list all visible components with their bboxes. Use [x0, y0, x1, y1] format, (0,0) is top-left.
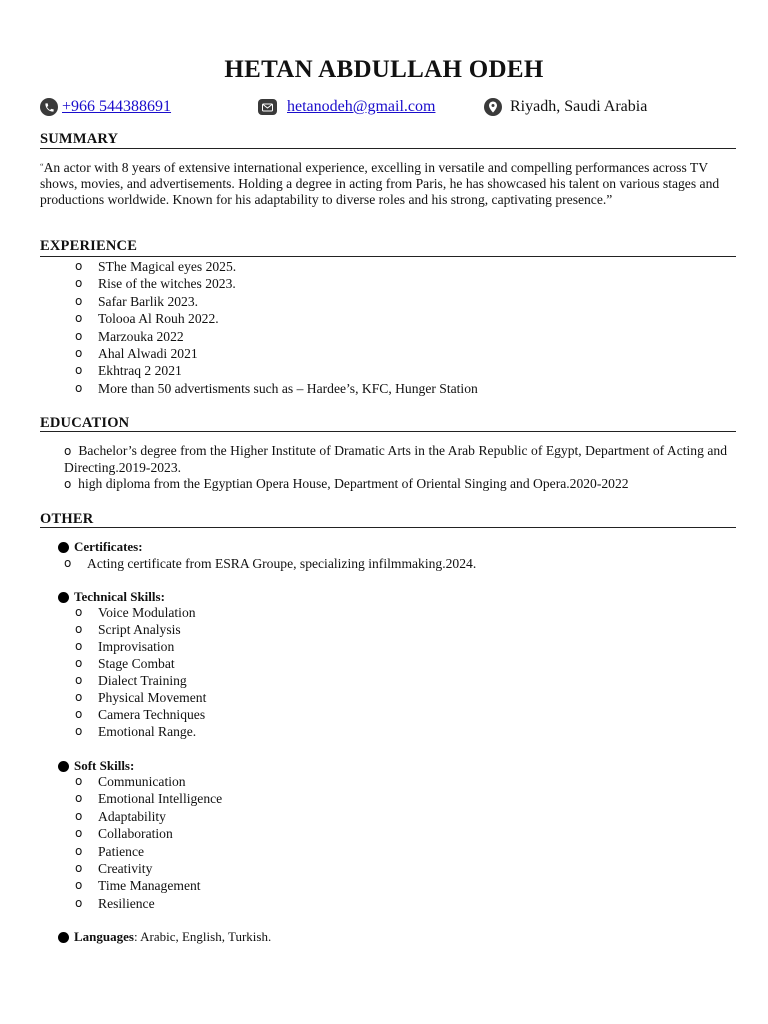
- bullet-marker: o: [75, 878, 83, 893]
- experience-item-text: Safar Barlik 2023.: [98, 293, 199, 309]
- contact-email: [258, 96, 435, 118]
- bullet-marker: o: [75, 690, 83, 704]
- education-item: o high diploma from the Egyptian Opera House, Department of Oriental Singing and Opera.2020-2022: [64, 476, 629, 491]
- bullet-marker: o: [75, 380, 83, 395]
- phone-icon: [40, 98, 58, 116]
- bullet-marker: o: [75, 843, 83, 858]
- soft-skill-item-text: Resilience: [98, 895, 155, 911]
- bullet-marker: o: [75, 605, 83, 619]
- bullet-dot-icon: [58, 932, 69, 943]
- bullet-marker: o: [75, 861, 83, 875]
- bullet-marker: o: [75, 791, 83, 806]
- education-list: [64, 443, 727, 493]
- summary-text: An actor with 8 years of extensive international experience, excelling in versatile and compelling performances across TV shows, movies, and advertisements. Holding a degree in acting from Paris, he has showcased his talent on various stages and productions worldwide. Known for his adaptability to diverse roles and his strong, captivating presence.”: [40, 160, 720, 207]
- experience-item-text: SThe Magical eyes 2025.: [98, 259, 237, 274]
- languages-value: : Arabic, English, Turkish.: [133, 929, 272, 944]
- section-divider: [40, 431, 736, 432]
- languages-line: Languages : Arabic, English, Turkish.: [58, 929, 271, 945]
- summary-open-quote: “: [40, 162, 44, 171]
- technical-skill-item-text: Voice Modulation: [98, 605, 196, 620]
- soft-skill-item-text: Adaptability: [98, 808, 166, 824]
- soft-skill-item-text: Communication: [98, 774, 186, 789]
- email-link[interactable]: hetanodeh@gmail.com: [287, 98, 436, 115]
- map-pin-icon: [484, 98, 502, 116]
- bullet-marker: o: [64, 556, 72, 570]
- technical-skill-item-text: Physical Movement: [98, 690, 207, 705]
- bullet-marker: o: [75, 328, 83, 343]
- bullet-marker: o: [75, 826, 83, 841]
- education-item: o Bachelor’s degree from the Higher Institute of Dramatic Arts in the Arab Republic of Egypt, Department of Acting and Directing.2019-2023.: [64, 443, 728, 475]
- soft-skill-item-text: Creativity: [98, 861, 153, 876]
- experience-item-text: Ekhtraq 2 2021: [98, 363, 182, 379]
- summary-paragraph: [40, 159, 730, 208]
- contact-location: [484, 96, 647, 118]
- bullet-dot-icon: [58, 592, 69, 603]
- soft-skill-item-text: Emotional Intelligence: [98, 791, 223, 807]
- technical-skill-item-text: Improvisation: [98, 639, 175, 654]
- soft-skill-item-text: Collaboration: [98, 826, 173, 842]
- envelope-icon: [258, 99, 277, 115]
- section-education-title: EDUCATION: [40, 415, 130, 431]
- section-other-title: OTHER: [40, 511, 94, 527]
- bullet-marker: o: [75, 707, 83, 721]
- bullet-marker: o: [75, 673, 83, 687]
- technical-skill-item-text: Script Analysis: [98, 622, 181, 637]
- soft-skill-item-text: Patience: [98, 843, 145, 859]
- experience-item-text: Marzouka 2022: [98, 328, 184, 344]
- bullet-marker: o: [75, 311, 83, 326]
- section-experience-title: EXPERIENCE: [40, 238, 138, 254]
- phone-link[interactable]: +966 544388691: [62, 98, 172, 115]
- experience-item-text: Tolooa Al Rouh 2022.: [98, 311, 219, 327]
- bullet-marker: o: [75, 363, 83, 378]
- bullet-marker: o: [75, 293, 83, 308]
- contact-phone: [40, 96, 195, 118]
- technical-skills-heading: Technical Skills:: [58, 589, 165, 605]
- section-divider: [40, 527, 736, 528]
- bullet-marker: o: [75, 622, 83, 636]
- location-text: Riyadh, Saudi Arabia: [510, 98, 648, 115]
- bullet-dot-icon: [58, 542, 69, 553]
- bullet-marker: o: [75, 276, 83, 291]
- experience-item-text: Ahal Alwadi 2021: [98, 346, 198, 361]
- technical-skill-item-text: Stage Combat: [98, 656, 175, 671]
- bullet-marker: o: [75, 808, 83, 823]
- candidate-name: HETAN ABDULLAH ODEH: [224, 56, 544, 83]
- experience-item-text: More than 50 advertisments such as – Hardee’s, KFC, Hunger Station: [98, 380, 478, 396]
- technical-skill-item-text: Dialect Training: [98, 673, 187, 688]
- bullet-marker: o: [75, 259, 83, 273]
- soft-skill-item-text: Time Management: [98, 878, 201, 894]
- bullet-marker: o: [75, 774, 83, 788]
- bullet-dot-icon: [58, 761, 69, 772]
- section-divider: [40, 148, 736, 149]
- soft-skills-heading: Soft Skills:: [58, 758, 134, 774]
- experience-item-text: Rise of the witches 2023.: [98, 276, 236, 292]
- technical-skill-item-text: Emotional Range.: [98, 724, 197, 739]
- section-divider: [40, 256, 736, 257]
- bullet-marker: o: [75, 656, 83, 670]
- certificate-item-text: Acting certificate from ESRA Groupe, specializing infilmmaking.2024.: [87, 556, 477, 571]
- bullet-marker: o: [75, 895, 83, 910]
- bullet-marker: o: [75, 346, 83, 360]
- certificates-heading: Certificates:: [58, 539, 143, 555]
- bullet-marker: o: [75, 639, 83, 653]
- technical-skill-item-text: Camera Techniques: [98, 707, 206, 722]
- section-summary-title: SUMMARY: [40, 131, 119, 147]
- bullet-marker: o: [75, 724, 83, 738]
